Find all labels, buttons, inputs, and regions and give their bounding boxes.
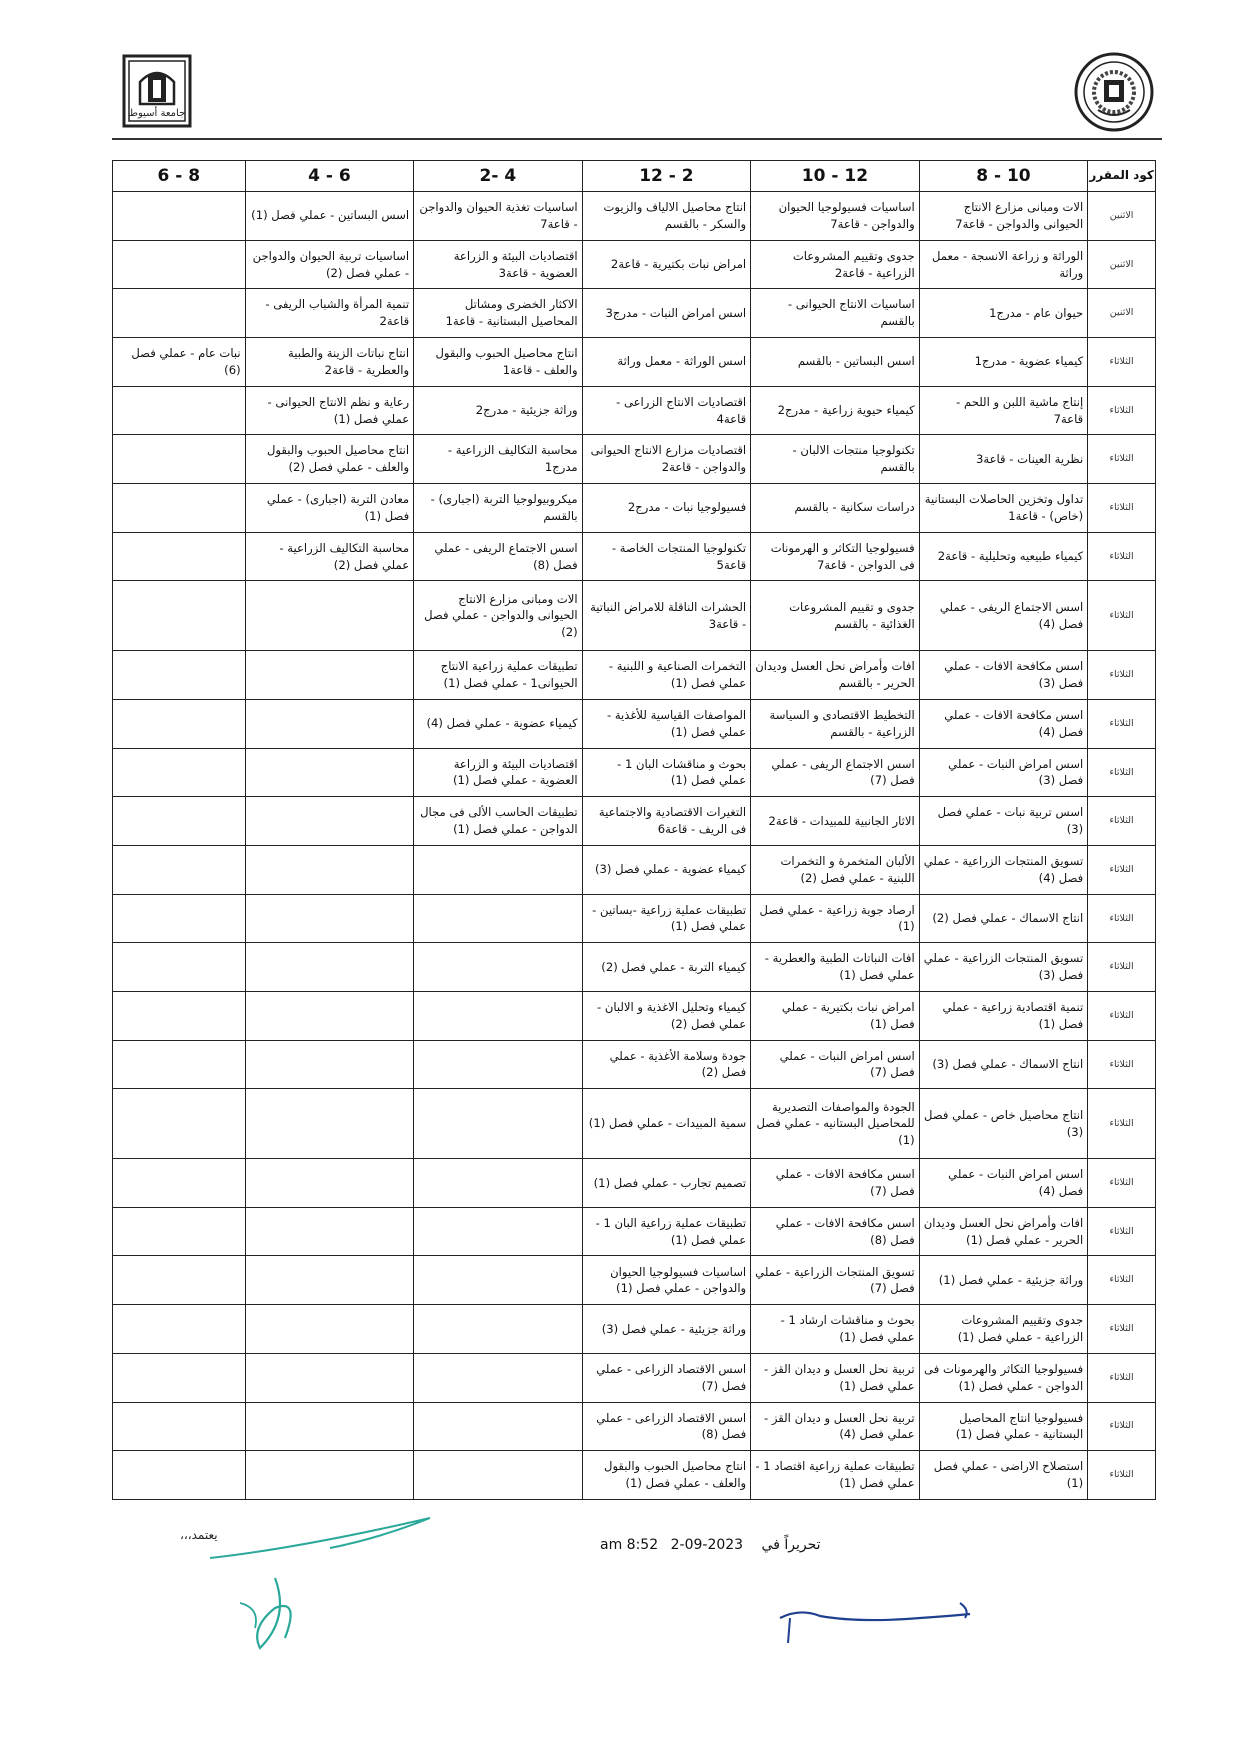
course-cell [414, 845, 583, 894]
course-cell: تطبيقات عملية زراعية -بساتين - عملي فصل (1) [582, 894, 751, 943]
course-cell: تطبيقات عملية زراعية اقتصاد 1 - عملي فصل (1) [751, 1451, 920, 1500]
course-cell [414, 1159, 583, 1208]
course-cell [245, 1040, 414, 1089]
course-cell: اساسيات الانتاج الحيوانى - بالقسم [751, 289, 920, 338]
course-cell: رعاية و نظم الانتاج الحيوانى - عملي فصل (1) [245, 386, 414, 435]
course-cell: انتاج الاسماك - عملي فصل (3) [919, 1040, 1088, 1089]
schedule-row [113, 240, 1156, 289]
schedule-row [113, 1451, 1156, 1500]
course-cell [245, 845, 414, 894]
course-cell [414, 1207, 583, 1256]
course-cell [113, 1256, 246, 1305]
course-cell: بحوث و مناقشات ارشاد 1 - عملي فصل (1) [751, 1305, 920, 1354]
day-cell: الثلاثاء [1088, 991, 1156, 1040]
schedule-row [113, 1159, 1156, 1208]
course-cell: تطبيقات الحاسب الألى فى مجال الدواجن - عملي فصل (1) [414, 797, 583, 846]
course-cell [113, 1305, 246, 1354]
course-cell: تربية نحل العسل و ديدان القز - عملي فصل (1) [751, 1353, 920, 1402]
course-cell [113, 699, 246, 748]
schedule-row [113, 484, 1156, 533]
day-cell: الاثنين [1088, 289, 1156, 338]
course-cell: اسس تربية نبات - عملي فصل (3) [919, 797, 1088, 846]
course-cell [113, 1159, 246, 1208]
course-cell: جودة وسلامة الأغذية - عملي فصل (2) [582, 1040, 751, 1089]
course-cell: تداول وتخزين الحاصلات البستانية (خاص) - قاعة1 [919, 484, 1088, 533]
course-cell [113, 1089, 246, 1159]
course-cell: كيمياء عضوية - عملي فصل (3) [582, 845, 751, 894]
course-cell: تنمية المرأة والشباب الريفى - قاعة2 [245, 289, 414, 338]
course-cell: تسويق المنتجات الزراعية - عملي فصل (3) [919, 943, 1088, 992]
schedule-row [113, 1089, 1156, 1159]
course-cell [245, 894, 414, 943]
schedule-row [113, 991, 1156, 1040]
day-cell: الثلاثاء [1088, 1159, 1156, 1208]
day-cell: الثلاثاء [1088, 943, 1156, 992]
course-cell: الاكثار الخضرى ومشاتل المحاصيل البستانية - قاعة1 [414, 289, 583, 338]
schedule-body [113, 192, 1156, 1500]
course-cell [113, 1207, 246, 1256]
course-cell: اقتصاديات البيئة و الزراعة العضوية - قاعة3 [414, 240, 583, 289]
schedule-row [113, 1256, 1156, 1305]
day-cell: الثلاثاء [1088, 1089, 1156, 1159]
course-cell [113, 1402, 246, 1451]
approval-signature [180, 1508, 460, 1658]
course-cell: الجودة والمواصفات التصديرية للمحاصيل البستانيه - عملي فصل (1) [751, 1089, 920, 1159]
day-cell: الثلاثاء [1088, 484, 1156, 533]
day-cell: الاثنين [1088, 192, 1156, 241]
course-cell: جدوى و تقييم المشروعات الغذائية - بالقسم [751, 581, 920, 651]
day-cell: الثلاثاء [1088, 435, 1156, 484]
course-cell [113, 289, 246, 338]
course-cell: اسس امراض النبات - عملي فصل (7) [751, 1040, 920, 1089]
course-cell: تسويق المنتجات الزراعية - عملي فصل (4) [919, 845, 1088, 894]
course-cell: اسس امراض النبات - عملي فصل (4) [919, 1159, 1088, 1208]
course-cell: حيوان عام - مدرج1 [919, 289, 1088, 338]
course-cell: افات وأمراض نحل العسل وديدان الحرير - بالقسم [751, 651, 920, 700]
course-cell: اساسيات فسيولوجيا الحيوان والدواجن - عملي فصل (1) [582, 1256, 751, 1305]
dean-signature [760, 1588, 1000, 1648]
course-cell: اساسيات تغذية الحيوان والدواجن - قاعة7 [414, 192, 583, 241]
course-cell [113, 894, 246, 943]
course-cell: وراثة جزيئية - مدرج2 [414, 386, 583, 435]
course-cell: الوراثة و زراعة الانسجة - معمل وراثة [919, 240, 1088, 289]
course-cell: فسيولوجيا انتاج المحاصيل البستانية - عملي فصل (1) [919, 1402, 1088, 1451]
course-cell: اسس الاجتماع الريفى - عملي فصل (4) [919, 581, 1088, 651]
day-cell: الثلاثاء [1088, 797, 1156, 846]
day-cell: الثلاثاء [1088, 1040, 1156, 1089]
course-cell: اسس الاجتماع الريفى - عملي فصل (8) [414, 532, 583, 581]
course-cell [245, 581, 414, 651]
course-cell: انتاج محاصيل الحبوب والبقول والعلف - عملي فصل (2) [245, 435, 414, 484]
schedule-row [113, 748, 1156, 797]
schedule-row [113, 532, 1156, 581]
course-cell [245, 748, 414, 797]
course-cell [113, 991, 246, 1040]
course-cell: كيمياء التربة - عملي فصل (2) [582, 943, 751, 992]
day-cell: الثلاثاء [1088, 338, 1156, 387]
course-cell: بحوث و مناقشات البان 1 - عملي فصل (1) [582, 748, 751, 797]
course-cell: اقتصاديات مزارع الانتاج الحيوانى والدواجن - قاعة2 [582, 435, 751, 484]
day-cell: الثلاثاء [1088, 386, 1156, 435]
course-cell: محاسبة التكاليف الزراعية - عملي فصل (2) [245, 532, 414, 581]
course-cell [245, 1305, 414, 1354]
course-cell: كيمياء حيوية زراعية - مدرج2 [751, 386, 920, 435]
schedule-row [113, 943, 1156, 992]
course-cell: دراسات سكانية - بالقسم [751, 484, 920, 533]
course-cell: اقتصاديات الانتاج الزراعى - قاعة4 [582, 386, 751, 435]
svg-text:جامعة أسيوط: جامعة أسيوط [128, 108, 186, 119]
course-cell: اسس البساتين - بالقسم [751, 338, 920, 387]
course-cell [113, 192, 246, 241]
course-cell: تربية نحل العسل و ديدان القز - عملي فصل (4) [751, 1402, 920, 1451]
header-slot-2-4: 4 -2 [414, 161, 583, 192]
course-cell: انتاج الاسماك - عملي فصل (2) [919, 894, 1088, 943]
course-cell [414, 1089, 583, 1159]
header-rule [112, 138, 1162, 140]
course-cell [245, 797, 414, 846]
course-cell [113, 797, 246, 846]
schedule-row [113, 699, 1156, 748]
schedule-row [113, 651, 1156, 700]
issue-date [600, 1537, 821, 1553]
course-cell [414, 1402, 583, 1451]
course-cell: فسيولوجيا التكاثر والهرمونات فى الدواجن - عملي فصل (1) [919, 1353, 1088, 1402]
faculty-seal [1072, 50, 1156, 134]
course-cell: الات ومبانى مزارع الانتاج الحيوانى والدواجن - عملي فصل (2) [414, 581, 583, 651]
course-cell: وراثة جزيئية - عملي فصل (3) [582, 1305, 751, 1354]
course-cell: افات وأمراض نحل العسل وديدان الحرير - عملي فصل (1) [919, 1207, 1088, 1256]
course-cell: اسس البساتين - عملي فصل (1) [245, 192, 414, 241]
header-slot-12-2: 2 - 12 [582, 161, 751, 192]
schedule-row [113, 1353, 1156, 1402]
course-cell: نظرية العينات - قاعة3 [919, 435, 1088, 484]
header-slot-10-12: 12 - 10 [751, 161, 920, 192]
course-cell: كيمياء عضوية - عملي فصل (4) [414, 699, 583, 748]
course-cell [414, 1256, 583, 1305]
course-cell: امراض نبات بكتيرية - عملي فصل (1) [751, 991, 920, 1040]
course-cell [245, 1353, 414, 1402]
course-cell [113, 386, 246, 435]
schedule-row [113, 192, 1156, 241]
course-cell: اسس مكافحة الافات - عملي فصل (3) [919, 651, 1088, 700]
day-cell: الثلاثاء [1088, 1353, 1156, 1402]
course-cell: اسس الاقتصاد الزراعى - عملي فصل (8) [582, 1402, 751, 1451]
course-cell: التخمرات الصناعية و اللبنية - عملي فصل (1) [582, 651, 751, 700]
course-cell: تطبيقات عملية زراعية الانتاج الحيوانى1 - عملي فصل (1) [414, 651, 583, 700]
day-cell: الثلاثاء [1088, 651, 1156, 700]
course-cell: افات النباتات الطبية والعطرية - عملي فصل (1) [751, 943, 920, 992]
schedule-row [113, 1402, 1156, 1451]
schedule-row [113, 797, 1156, 846]
course-cell: انتاج محاصيل الحبوب والبقول والعلف - عملي فصل (1) [582, 1451, 751, 1500]
course-cell: فسيولوجيا التكاثر و الهرمونات فى الدواجن - قاعة7 [751, 532, 920, 581]
schedule-row [113, 1207, 1156, 1256]
date-label: تحريراً في [761, 1537, 821, 1553]
course-cell: اسس مكافحة الافات - عملي فصل (4) [919, 699, 1088, 748]
course-cell [245, 1451, 414, 1500]
course-cell [113, 532, 246, 581]
course-cell: اسس مكافحة الافات - عملي فصل (8) [751, 1207, 920, 1256]
course-cell: الاثار الجانبية للمبيدات - قاعة2 [751, 797, 920, 846]
course-cell: التغيرات الاقتصادية والاجتماعية فى الريف - قاعة6 [582, 797, 751, 846]
schedule-row [113, 435, 1156, 484]
course-cell: تكنولوجيا المنتجات الخاصة - قاعة5 [582, 532, 751, 581]
course-cell: اسس الاقتصاد الزراعى - عملي فصل (7) [582, 1353, 751, 1402]
course-cell: إنتاج ماشية اللبن و اللحم - قاعة7 [919, 386, 1088, 435]
header-course-code: كود المقرر [1088, 161, 1156, 192]
schedule-row [113, 386, 1156, 435]
header-slot-8-10: 10 - 8 [919, 161, 1088, 192]
university-logo [118, 52, 196, 130]
course-cell [414, 1353, 583, 1402]
course-cell [113, 435, 246, 484]
course-cell: اسس امراض النبات - عملي فصل (3) [919, 748, 1088, 797]
course-cell: الألبان المتخمرة و التخمرات اللبنية - عملي فصل (2) [751, 845, 920, 894]
course-cell [113, 943, 246, 992]
schedule-row [113, 581, 1156, 651]
course-cell [113, 651, 246, 700]
day-cell: الثلاثاء [1088, 1402, 1156, 1451]
day-cell: الثلاثاء [1088, 1207, 1156, 1256]
course-cell: استصلاح الاراضى - عملي فصل (1) [919, 1451, 1088, 1500]
course-cell [245, 1402, 414, 1451]
day-cell: الثلاثاء [1088, 1256, 1156, 1305]
course-cell: اسس امراض النبات - مدرج3 [582, 289, 751, 338]
schedule-table [112, 160, 1156, 1500]
course-cell: تسويق المنتجات الزراعية - عملي فصل (7) [751, 1256, 920, 1305]
day-cell: الثلاثاء [1088, 748, 1156, 797]
course-cell [245, 1089, 414, 1159]
course-cell: ميكروبيولوجيا التربة (اجبارى) - بالقسم [414, 484, 583, 533]
course-cell [414, 943, 583, 992]
course-cell [113, 845, 246, 894]
time-value: 8:52 am [600, 1537, 659, 1553]
course-cell [245, 1256, 414, 1305]
course-cell: نبات عام - عملي فصل (6) [113, 338, 246, 387]
course-cell: فسيولوجيا نبات - مدرج2 [582, 484, 751, 533]
course-cell: انتاج محاصيل خاص - عملي فصل (3) [919, 1089, 1088, 1159]
course-cell: اقتصاديات البيئة و الزراعة العضوية - عملي فصل (1) [414, 748, 583, 797]
course-cell [245, 1159, 414, 1208]
course-cell [113, 1353, 246, 1402]
course-cell: انتاج محاصيل الالياف والزيوت والسكر - بالقسم [582, 192, 751, 241]
course-cell: الات ومبانى مزارع الانتاج الحيوانى والدواجن - قاعة7 [919, 192, 1088, 241]
course-cell [113, 1040, 246, 1089]
course-cell [113, 484, 246, 533]
course-cell: معادن التربة (اجبارى) - عملي فصل (1) [245, 484, 414, 533]
course-cell: محاسبة التكاليف الزراعية - مدرج1 [414, 435, 583, 484]
course-cell: المواصفات القياسية للأغذية - عملي فصل (1) [582, 699, 751, 748]
course-cell: اساسيات فسيولوجيا الحيوان والدواجن - قاعة7 [751, 192, 920, 241]
course-cell [414, 1040, 583, 1089]
course-cell [113, 748, 246, 797]
day-cell: الثلاثاء [1088, 699, 1156, 748]
course-cell: تنمية اقتصادية زراعية - عملي فصل (1) [919, 991, 1088, 1040]
day-cell: الثلاثاء [1088, 581, 1156, 651]
header-slot-6-8: 8 - 6 [113, 161, 246, 192]
day-cell: الثلاثاء [1088, 1451, 1156, 1500]
course-cell [414, 991, 583, 1040]
course-cell [245, 943, 414, 992]
course-cell: تطبيقات عملية زراعية البان 1 - عملي فصل (1) [582, 1207, 751, 1256]
course-cell: انتاج محاصيل الحبوب والبقول والعلف - قاعة1 [414, 338, 583, 387]
course-cell: اسس الوراثة - معمل وراثة [582, 338, 751, 387]
course-cell: تكنولوجيا منتجات الالبان - بالقسم [751, 435, 920, 484]
course-cell: الحشرات الناقلة للامراض النباتية - قاعة3 [582, 581, 751, 651]
course-cell [245, 699, 414, 748]
schedule-row [113, 1305, 1156, 1354]
schedule-row [113, 289, 1156, 338]
header-slot-4-6: 6 - 4 [245, 161, 414, 192]
course-cell: سمية المبيدات - عملي فصل (1) [582, 1089, 751, 1159]
schedule-row [113, 845, 1156, 894]
schedule-row [113, 894, 1156, 943]
day-cell: الثلاثاء [1088, 532, 1156, 581]
course-cell [245, 991, 414, 1040]
schedule-header-row [113, 161, 1156, 192]
course-cell: ارصاد جوية زراعية - عملي فصل (1) [751, 894, 920, 943]
course-cell [414, 1305, 583, 1354]
course-cell [414, 1451, 583, 1500]
date-value: 2023-09-2 [670, 1537, 744, 1553]
course-cell: جدوى وتقييم المشروعات الزراعية - قاعة2 [751, 240, 920, 289]
day-cell: الثلاثاء [1088, 894, 1156, 943]
day-cell: الثلاثاء [1088, 1305, 1156, 1354]
course-cell: امراض نبات بكتيرية - قاعة2 [582, 240, 751, 289]
approve-label: يعتمد،،، [180, 1528, 218, 1542]
course-cell: تصميم تجارب - عملي فصل (1) [582, 1159, 751, 1208]
schedule-row [113, 338, 1156, 387]
course-cell: اسس مكافحة الافات - عملي فصل (7) [751, 1159, 920, 1208]
course-cell: كيمياء وتحليل الاغذية و الالبان - عملي فصل (2) [582, 991, 751, 1040]
course-cell [414, 894, 583, 943]
day-cell: الاثنين [1088, 240, 1156, 289]
course-cell: كيمياء طبيعيه وتحليلية - قاعة2 [919, 532, 1088, 581]
day-cell: الثلاثاء [1088, 845, 1156, 894]
course-cell: جدوى وتقييم المشروعات الزراعية - عملي فصل (1) [919, 1305, 1088, 1354]
course-cell: كيمياء عضوية - مدرج1 [919, 338, 1088, 387]
course-cell: وراثة جزيئية - عملي فصل (1) [919, 1256, 1088, 1305]
course-cell [113, 581, 246, 651]
course-cell [113, 1451, 246, 1500]
course-cell [245, 651, 414, 700]
course-cell: انتاج نباتات الزينة والطبية والعطرية - قاعة2 [245, 338, 414, 387]
schedule-row [113, 1040, 1156, 1089]
course-cell: اساسيات تربية الحيوان والدواجن - عملي فصل (2) [245, 240, 414, 289]
course-cell: التخطيط الاقتصادى و السياسة الزراعية - بالقسم [751, 699, 920, 748]
course-cell: اسس الاجتماع الريفى - عملي فصل (7) [751, 748, 920, 797]
course-cell [113, 240, 246, 289]
course-cell [245, 1207, 414, 1256]
